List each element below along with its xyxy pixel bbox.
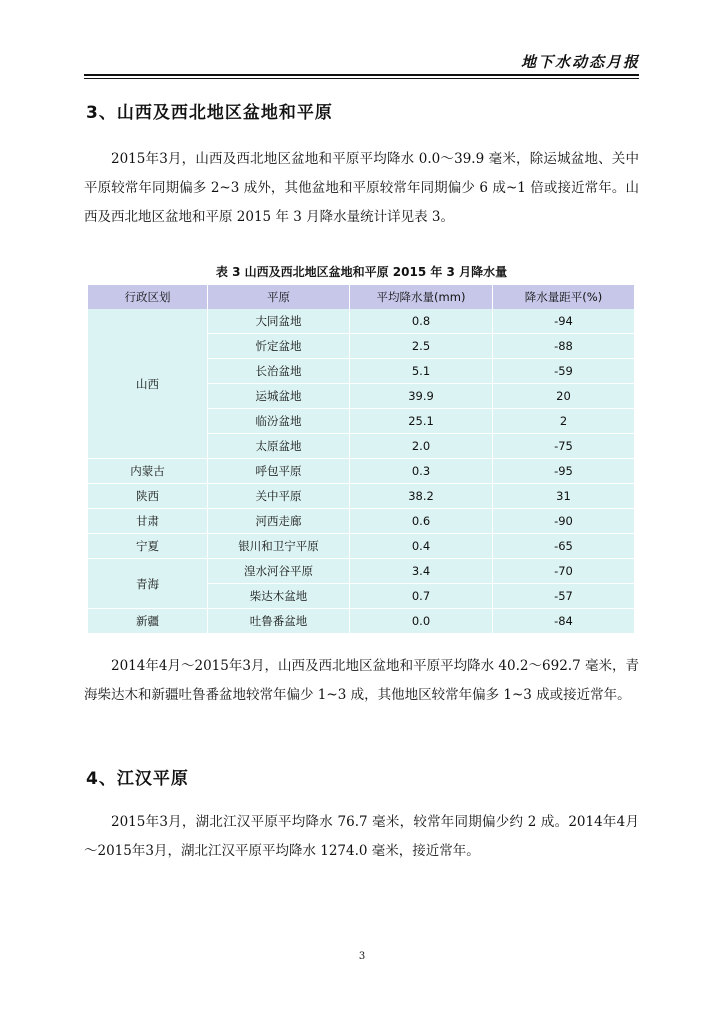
region-cell: 宁夏 — [88, 534, 208, 559]
table-row — [88, 459, 635, 484]
anomaly-cell: -70 — [493, 559, 635, 584]
rainfall-cell: 2.5 — [350, 334, 493, 359]
plain-cell: 忻定盆地 — [208, 334, 350, 359]
table-row — [88, 534, 635, 559]
plain-cell: 临汾盆地 — [208, 409, 350, 434]
anomaly-cell: -90 — [493, 509, 635, 534]
table-row — [88, 609, 635, 633]
region-cell: 山西 — [88, 309, 208, 459]
plain-cell: 湟水河谷平原 — [208, 559, 350, 584]
rainfall-cell: 25.1 — [350, 409, 493, 434]
region-cell: 新疆 — [88, 609, 208, 633]
header-region: 行政区划 — [88, 285, 208, 309]
rainfall-cell: 0.3 — [350, 459, 493, 484]
section-3-heading: 3、山西及西北地区盆地和平原 — [86, 103, 333, 123]
anomaly-cell: -94 — [493, 309, 635, 334]
rainfall-cell: 39.9 — [350, 384, 493, 409]
header-rainfall: 平均降水量(mm) — [350, 285, 493, 309]
section-3-paragraph-1: 2015年3月，山西及西北地区盆地和平原平均降水 0.0～39.9 毫米，除运城盆地、关中平原较常年同期偏多 2~3 成外，其他盆地和平原较常年同期偏少 6 成~1 倍或接近常年。山西及西北地区盆地和平原 2015 年 3 月降水量统计详见表 3。 — [84, 151, 639, 225]
anomaly-cell: -59 — [493, 359, 635, 384]
plain-cell: 运城盆地 — [208, 384, 350, 409]
table-caption: 表 3 山西及西北地区盆地和平原 2015 年 3 月降水量 — [215, 265, 508, 279]
region-cell: 内蒙古 — [88, 459, 208, 484]
section-3-paragraph-2: 2014年4月～2015年3月，山西及西北地区盆地和平原平均降水 40.2～692.7 毫米，青海柴达木和新疆吐鲁番盆地较常年偏少 1~3 成，其他地区较常年偏多 1~3 成或接近常年。 — [84, 658, 639, 703]
plain-cell: 呼包平原 — [208, 459, 350, 484]
plain-cell: 河西走廊 — [208, 509, 350, 534]
rainfall-cell: 0.6 — [350, 509, 493, 534]
rainfall-cell: 5.1 — [350, 359, 493, 384]
rainfall-cell: 0.0 — [350, 609, 493, 633]
plain-cell: 柴达木盆地 — [208, 584, 350, 609]
anomaly-cell: -57 — [493, 584, 635, 609]
table-row — [88, 559, 635, 584]
rainfall-cell: 0.8 — [350, 309, 493, 334]
anomaly-cell: -88 — [493, 334, 635, 359]
rainfall-cell: 38.2 — [350, 484, 493, 509]
anomaly-cell: 2 — [493, 409, 635, 434]
region-cell: 陕西 — [88, 484, 208, 509]
table-row — [88, 309, 635, 334]
table-row — [88, 484, 635, 509]
anomaly-cell: -95 — [493, 459, 635, 484]
rainfall-cell: 0.7 — [350, 584, 493, 609]
plain-cell: 太原盆地 — [208, 434, 350, 459]
anomaly-cell: -84 — [493, 609, 635, 633]
plain-cell: 长治盆地 — [208, 359, 350, 384]
rainfall-cell: 3.4 — [350, 559, 493, 584]
region-cell: 青海 — [88, 559, 208, 609]
anomaly-cell: -65 — [493, 534, 635, 559]
section-4-heading: 4、江汉平原 — [86, 769, 189, 789]
rainfall-cell: 2.0 — [350, 434, 493, 459]
header-rule-thin — [84, 78, 639, 79]
plain-cell: 银川和卫宁平原 — [208, 534, 350, 559]
rainfall-table — [88, 285, 635, 633]
plain-cell: 大同盆地 — [208, 309, 350, 334]
report-title: 地下水动态月报 — [520, 53, 640, 71]
section-4-paragraph-1: 2015年3月，湖北江汉平原平均降水 76.7 毫米，较常年同期偏少约 2 成。2014年4月～2015年3月，湖北江汉平原平均降水 1274.0 毫米，接近常年。 — [84, 814, 639, 859]
header-plain: 平原 — [208, 285, 350, 309]
anomaly-cell: -75 — [493, 434, 635, 459]
anomaly-cell: 31 — [493, 484, 635, 509]
anomaly-cell: 20 — [493, 384, 635, 409]
header-anomaly: 降水量距平(%) — [493, 285, 635, 309]
rainfall-cell: 0.4 — [350, 534, 493, 559]
plain-cell: 吐鲁番盆地 — [208, 609, 350, 633]
header-rule — [84, 74, 639, 76]
table-row — [88, 509, 635, 534]
plain-cell: 关中平原 — [208, 484, 350, 509]
table-header-row — [88, 285, 635, 309]
page-number: 3 — [358, 951, 366, 962]
region-cell: 甘肃 — [88, 509, 208, 534]
